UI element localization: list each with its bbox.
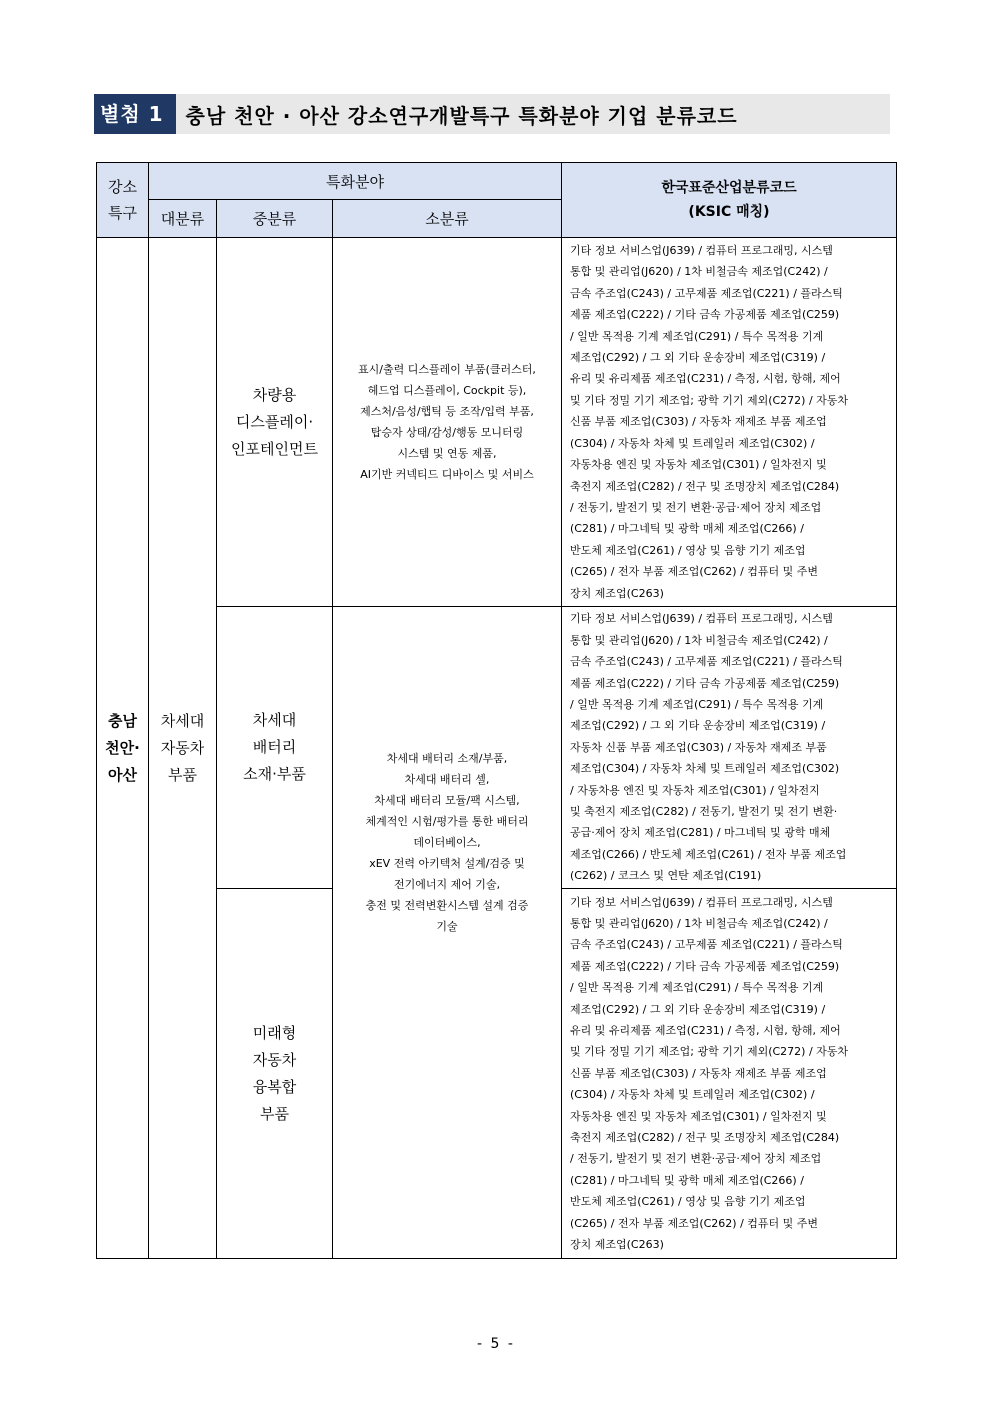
ksic-codes-future-vehicle (562, 889, 897, 1259)
appendix-badge: 별첨 1 (94, 94, 176, 134)
text-line: (C262) / 코크스 및 연탄 제조업(C191) (570, 869, 762, 883)
text-line: 및 기타 정밀 기기 제조업; 광학 기기 제외(C272) / 자동차 (570, 1045, 849, 1059)
classification-table (96, 162, 897, 1259)
text-line: 자동차 (252, 1050, 297, 1069)
ksic-codes-display (562, 238, 897, 607)
text-line: 자동차용 엔진 및 자동차 제조업(C301) / 일차전지 및 (570, 458, 827, 472)
text-line: 소재·부품 (243, 765, 306, 783)
text-line: 표시/출력 디스플레이 부품(클러스터, (358, 363, 536, 376)
text-line: (C281) / 마그네틱 및 광학 매체 제조업(C266) / (570, 522, 804, 536)
text-line: 기술 (436, 920, 458, 933)
text-line: 제품 제조업(C222) / 기타 금속 가공제품 제조업(C259) (570, 959, 840, 973)
district-cell (97, 238, 149, 1259)
text-line: 제조업(C292) / 그 외 기타 운송장비 제조업(C319) / (570, 719, 826, 733)
text-line: 기타 정보 서비스업(J639) / 컴퓨터 프로그래밍, 시스템 (570, 244, 833, 258)
text-line: 융복합 (252, 1077, 297, 1096)
text-line: 부품 (260, 1104, 289, 1123)
ksic-codes-battery (562, 607, 897, 889)
text-line: 자동차용 엔진 및 자동차 제조업(C301) / 일차전지 및 (570, 1109, 827, 1123)
text-line: 장치 제조업(C263) (570, 1238, 664, 1252)
page-number: - 5 - (477, 1336, 515, 1352)
text-line: 차량용 (252, 385, 297, 404)
text-line: 시스템 및 연동 제품, (397, 447, 497, 460)
text-line: 통합 및 관리업(J620) / 1차 비철금속 제조업(C242) / (570, 633, 828, 647)
text-line: 탑승자 상태/감성/행동 모니터링 (370, 426, 524, 439)
header-field: 특화분야 (149, 163, 562, 200)
text-line: 및 기타 정밀 기기 제조업; 광학 기기 제외(C272) / 자동차 (570, 393, 849, 407)
text-line: 제조업(C266) / 반도체 제조업(C261) / 전자 부품 제조업 (570, 847, 847, 861)
text-line: (C265) / 전자 부품 제조업(C262) / 컴퓨터 및 주변 (570, 565, 819, 579)
text-line: 금속 주조업(C243) / 고무제품 제조업(C221) / 플라스틱 (570, 655, 843, 669)
text-line: / 일반 목적용 기계 제조업(C291) / 특수 목적용 기계 (570, 981, 824, 995)
text-line: (C304) / 자동차 차체 및 트레일러 제조업(C302) / (570, 1088, 815, 1102)
document-title: 충남 천안 · 아산 강소연구개발특구 특화분야 기업 분류코드 (185, 103, 738, 128)
text-line: 반도체 제조업(C261) / 영상 및 음향 기기 제조업 (570, 543, 806, 557)
text-line: 헤드업 디스플레이, Cockpit 등), (367, 384, 527, 397)
text-line: 및 축전지 제조업(C282) / 전동기, 발전기 및 전기 변환· (570, 805, 838, 819)
text-line: 자동차 신품 부품 제조업(C303) / 자동차 재제조 부품 (570, 740, 827, 754)
mid-category-display (217, 238, 333, 607)
header-district: 강소 특구 (97, 163, 149, 238)
district-line: 충남 (108, 711, 137, 730)
text-line: (C304) / 자동차 차체 및 트레일러 제조업(C302) / (570, 436, 815, 450)
text-line: 미래형 (252, 1023, 297, 1042)
text-line: 기타 정보 서비스업(J639) / 컴퓨터 프로그래밍, 시스템 (570, 895, 833, 909)
text-line: 차세대 배터리 소재/부품, (386, 752, 508, 765)
mid-category-future-vehicle (217, 889, 333, 1259)
header-ksic: 한국표준산업분류코드 (KSIC 매칭) (562, 163, 897, 238)
text-line: 체계적인 시험/평가를 통한 배터리 (365, 815, 529, 828)
text-line: 장치 제조업(C263) (570, 586, 664, 600)
text-line: 인포테인먼트 (231, 439, 318, 458)
major-line: 자동차 (160, 738, 205, 757)
text-line: 축전지 제조업(C282) / 전구 및 조명장치 제조업(C284) (570, 479, 840, 493)
minor-category-battery (333, 607, 562, 1259)
text-line: 전기에너지 제어 기술, (393, 878, 501, 891)
text-line: 축전지 제조업(C282) / 전구 및 조명장치 제조업(C284) (570, 1131, 840, 1145)
text-line: / 전동기, 발전기 및 전기 변환·공급·제어 장치 제조업 (570, 1152, 822, 1166)
text-line: 데이터베이스, (413, 836, 481, 849)
text-line: 제조업(C304) / 자동차 차체 및 트레일러 제조업(C302) (570, 762, 840, 776)
text-line: 차세대 (252, 711, 297, 729)
header-mid: 중분류 (217, 200, 333, 238)
title-bar (94, 94, 890, 134)
text-line: AI기반 커넥티드 디바이스 및 서비스 (360, 468, 534, 481)
district-line: 천안· (105, 738, 140, 757)
text-line: 신품 부품 제조업(C303) / 자동차 재제조 부품 제조업 (570, 415, 827, 429)
text-line: 제품 제조업(C222) / 기타 금속 가공제품 제조업(C259) (570, 308, 840, 322)
text-line: 차세대 배터리 모듈/팩 시스템, (374, 794, 520, 807)
header-major: 대분류 (149, 200, 217, 238)
text-line: 통합 및 관리업(J620) / 1차 비철금속 제조업(C242) / (570, 916, 828, 930)
text-line: 반도체 제조업(C261) / 영상 및 음향 기기 제조업 (570, 1195, 806, 1209)
text-line: 디스플레이· (235, 412, 314, 431)
text-line: 제품 제조업(C222) / 기타 금속 가공제품 제조업(C259) (570, 676, 840, 690)
text-line: xEV 전력 아키텍처 설계/검증 및 (369, 857, 525, 870)
text-line: 배터리 (252, 738, 297, 756)
text-line: 신품 부품 제조업(C303) / 자동차 재제조 부품 제조업 (570, 1066, 827, 1080)
text-line: 제조업(C292) / 그 외 기타 운송장비 제조업(C319) / (570, 351, 826, 365)
text-line: 제조업(C292) / 그 외 기타 운송장비 제조업(C319) / (570, 1002, 826, 1016)
text-line: / 자동차용 엔진 및 자동차 제조업(C301) / 일차전지 (570, 783, 820, 797)
text-line: 금속 주조업(C243) / 고무제품 제조업(C221) / 플라스틱 (570, 286, 843, 300)
header-minor: 소분류 (333, 200, 562, 238)
text-line: 차세대 배터리 셀, (404, 773, 490, 786)
text-line: 통합 및 관리업(J620) / 1차 비철금속 제조업(C242) / (570, 265, 828, 279)
major-category-cell (149, 238, 217, 1259)
district-line: 아산 (108, 765, 137, 784)
text-line: (C281) / 마그네틱 및 광학 매체 제조업(C266) / (570, 1173, 804, 1187)
minor-category-display (333, 238, 562, 607)
major-line: 부품 (168, 765, 197, 784)
text-line: / 전동기, 발전기 및 전기 변환·공급·제어 장치 제조업 (570, 500, 822, 514)
text-line: 유리 및 유리제품 제조업(C231) / 측정, 시험, 항해, 제어 (570, 372, 841, 386)
text-line: (C265) / 전자 부품 제조업(C262) / 컴퓨터 및 주변 (570, 1216, 819, 1230)
text-line: 금속 주조업(C243) / 고무제품 제조업(C221) / 플라스틱 (570, 938, 843, 952)
text-line: 제스처/음성/햅틱 등 조작/입력 부품, (360, 405, 534, 418)
text-line: / 일반 목적용 기계 제조업(C291) / 특수 목적용 기계 (570, 329, 824, 343)
major-line: 차세대 (160, 711, 205, 730)
mid-category-battery (217, 607, 333, 889)
text-line: 유리 및 유리제품 제조업(C231) / 측정, 시험, 항해, 제어 (570, 1023, 841, 1037)
text-line: 기타 정보 서비스업(J639) / 컴퓨터 프로그래밍, 시스템 (570, 612, 833, 626)
text-line: 충전 및 전력변환시스템 설계 검증 (365, 899, 529, 912)
text-line: / 일반 목적용 기계 제조업(C291) / 특수 목적용 기계 (570, 697, 824, 711)
text-line: 공급·제어 장치 제조업(C281) / 마그네틱 및 광학 매체 (570, 826, 831, 840)
